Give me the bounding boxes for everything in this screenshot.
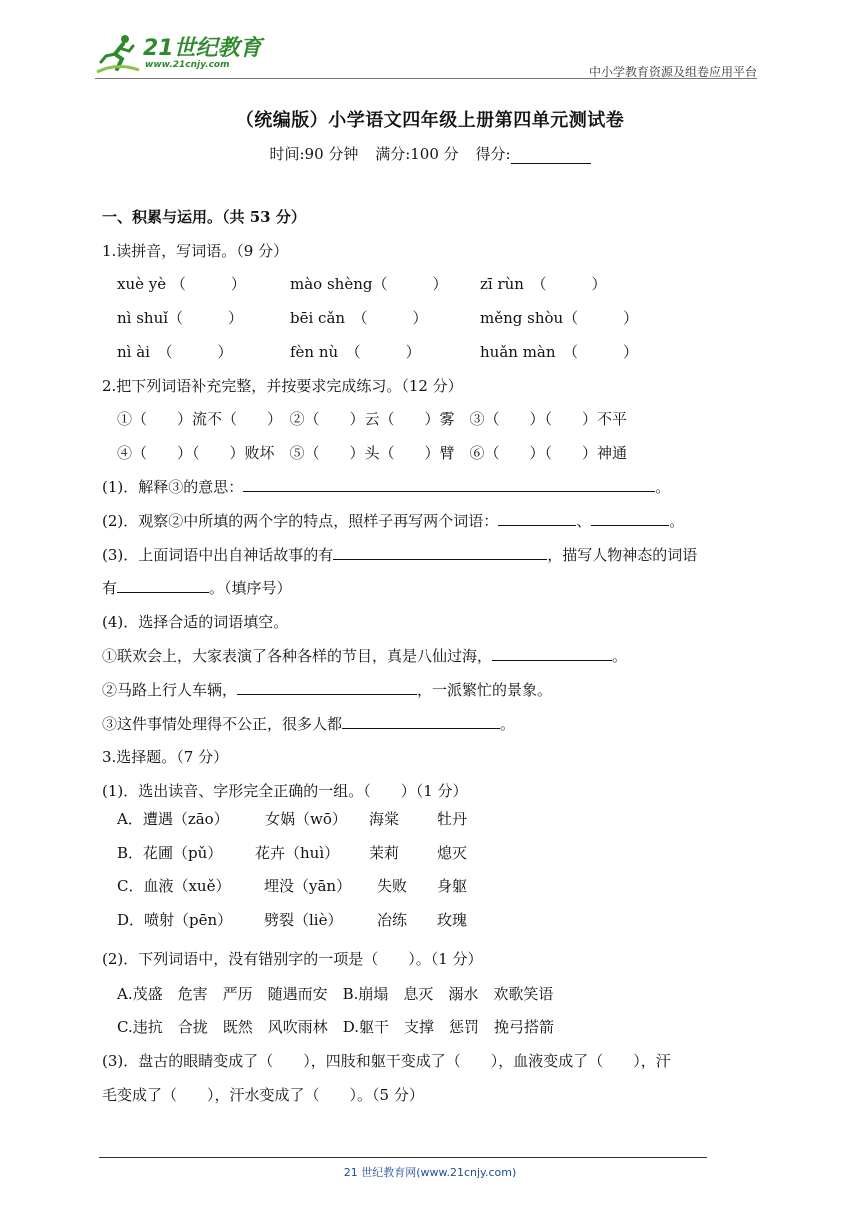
choice-option[interactable]: C.违抗 合拢 既然 风吹雨林 D.躯干 支撑 惩罚 挽弓搭箭 (117, 1018, 554, 1036)
answer-blank[interactable] (237, 679, 417, 695)
question-2-stem: 2.把下列词语补充完整，并按要求完成练习。（12 分） (102, 377, 463, 395)
pinyin-item[interactable]: xuè yè （ ） (117, 275, 246, 293)
q2-sub3-cont: 有 。（填序号） (102, 579, 292, 597)
exam-time: 时间:90 分钟 (269, 145, 359, 163)
pinyin-item[interactable]: huǎn màn （ ） (480, 343, 639, 361)
choice-option[interactable]: A.茂盛 危害 严历 随遇而安 B.崩塌 息灭 溺水 欢歌笑语 (117, 985, 554, 1003)
q3-sub1: (1)．选出读音、字形完全正确的一组。（ ）（1 分） (102, 782, 468, 800)
site-logo (95, 32, 262, 76)
answer-blank[interactable] (117, 577, 209, 593)
q2-sub4-item: ②马路上行人车辆， ，一派繁忙的景象。 (102, 681, 553, 699)
pinyin-item[interactable]: bēi cǎn （ ） (290, 309, 428, 327)
q3-sub2: (2)．下列词语中，没有错别字的一项是（ ）。（1 分） (102, 950, 483, 968)
exam-meta (0, 143, 860, 164)
score-blank[interactable] (511, 149, 591, 164)
question-1-stem: 1.读拼音，写词语。（9 分） (102, 242, 289, 260)
answer-blank[interactable] (243, 476, 655, 492)
q2-sub1: (1)．解释③的意思： 。 (102, 478, 671, 496)
answer-blank[interactable] (498, 510, 576, 526)
q3-sub3: (3)．盘古的眼睛变成了（ ），四肢和躯干变成了（ ），血液变成了（ ），汗 (102, 1052, 671, 1070)
logo-url: www.21cnjy.com (145, 59, 230, 70)
pinyin-item[interactable]: mào shèng（ ） (290, 275, 448, 293)
answer-blank[interactable] (333, 544, 547, 560)
section-heading: 一、积累与运用。（共 53 分） (102, 208, 306, 226)
q3-sub3-cont: 毛变成了（ ），汗水变成了（ ）。（5 分） (102, 1086, 424, 1104)
pinyin-item[interactable]: měng shòu（ ） (480, 309, 639, 327)
exam-score-label: 得分: (475, 145, 590, 163)
q2-sub3: (3)．上面词语中出自神话故事的有 ，描写人物神态的词语 (102, 546, 698, 564)
exam-full-score: 满分:100 分 (375, 145, 459, 163)
header-platform-text: 中小学教育资源及组卷应用平台 (588, 65, 757, 79)
answer-blank[interactable] (342, 713, 500, 729)
question-3-stem: 3.选择题。（7 分） (102, 748, 229, 766)
footer-link[interactable]: 21 世纪教育网(www.21cnjy.com) (343, 1166, 517, 1179)
page-header (95, 30, 757, 78)
idiom-fill-row[interactable]: ①（ ）流不（ ） ②（ ）云（ ）雾 ③（ ）（ ）不平 (117, 410, 628, 428)
pinyin-item[interactable]: nì ài （ ） (117, 343, 233, 361)
q2-sub2: (2)．观察②中所填的两个字的特点，照样子再写两个词语： 、 。 (102, 512, 685, 530)
q2-sub4: (4)．选择合适的词语填空。 (102, 613, 289, 631)
pinyin-item[interactable]: zī rùn （ ） (480, 275, 607, 293)
page-title: （统编版）小学语文四年级上册第四单元测试卷 (235, 110, 625, 131)
answer-blank[interactable] (591, 510, 669, 526)
answer-blank[interactable] (492, 645, 612, 661)
pinyin-item[interactable]: fèn nù （ ） (290, 343, 421, 361)
header-divider (95, 78, 757, 79)
footer-divider (99, 1157, 707, 1158)
runner-logo-icon (95, 32, 141, 76)
q2-sub4-item: ①联欢会上，大家表演了各种各样的节目，真是八仙过海， 。 (102, 647, 628, 665)
q2-sub4-item: ③这件事情处理得不公正，很多人都 。 (102, 715, 516, 733)
logo-text: 21世纪教育 (143, 35, 262, 61)
pinyin-item[interactable]: nì shuǐ（ ） (117, 309, 244, 327)
idiom-fill-row[interactable]: ④（ ）（ ）败坏 ⑤（ ）头（ ）臂 ⑥（ ）（ ）神通 (117, 444, 628, 462)
